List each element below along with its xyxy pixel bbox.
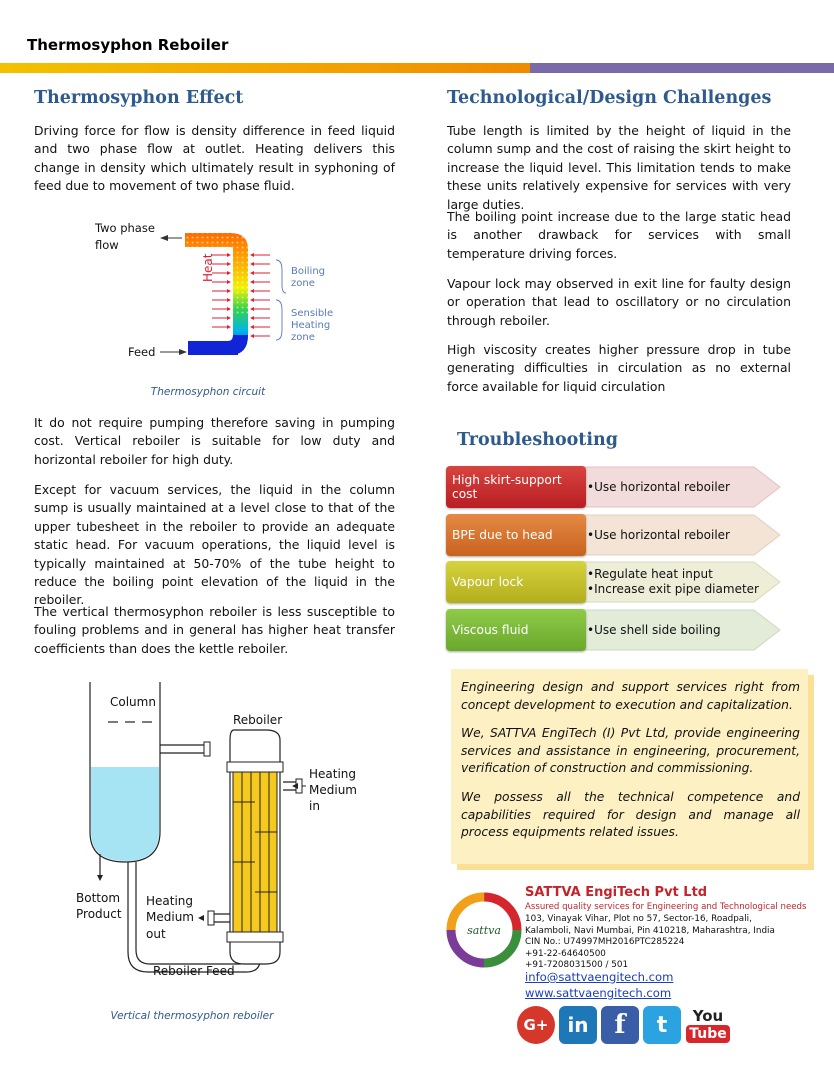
challenge-paragraph-2: The boiling point increase due to the large static head is another drawback for services with small temperature driving forces. bbox=[447, 209, 791, 261]
website-link[interactable]: www.sattvaengitech.com bbox=[525, 986, 672, 1000]
facebook-icon[interactable]: f bbox=[601, 1006, 639, 1044]
flow-label: flow bbox=[95, 238, 119, 252]
vertical-reboiler-figure bbox=[70, 682, 370, 987]
address-line: 103, Vinayak Vihar, Plot no 57, Sector-16, Roadpali, bbox=[525, 914, 752, 924]
solution-line: •Increase exit pipe diameter bbox=[587, 582, 759, 596]
column-label: Column bbox=[110, 695, 156, 709]
solution-text bbox=[587, 512, 730, 558]
problem-label: BPE due to head bbox=[446, 514, 586, 556]
troubleshooting-row bbox=[446, 512, 782, 558]
sattva-logo-icon bbox=[442, 890, 522, 970]
linkedin-icon[interactable]: in bbox=[559, 1006, 597, 1044]
vertical-reboiler-caption: Vertical thermosyphon reboiler bbox=[110, 1010, 274, 1022]
problem-label: Vapour lock bbox=[446, 561, 586, 603]
cin-number: CIN No.: U74997MH2016PTC285224 bbox=[525, 937, 685, 947]
product-label: Product bbox=[76, 907, 122, 921]
thermosyphon-circuit-caption: Thermosyphon circuit bbox=[150, 386, 266, 398]
heating-label: Heating bbox=[291, 320, 331, 331]
solution-line: •Regulate heat input bbox=[587, 567, 713, 581]
boiling-label: Boiling bbox=[291, 266, 325, 277]
thermosyphon-circuit-figure bbox=[90, 215, 350, 365]
troubleshooting-row bbox=[446, 607, 782, 653]
feed-label: Feed bbox=[128, 345, 156, 359]
thermosyphon-effect-heading: Thermosyphon Effect bbox=[34, 88, 244, 108]
troubleshooting-row bbox=[446, 464, 782, 510]
reboiler-label: Reboiler bbox=[233, 713, 283, 727]
liquid-level-paragraph: Except for vacuum services, the liquid in the column sump is usually maintained at a level close to that of the upper tubesheet in the reboiler to provide an adequate static head. For vacuum operations, the liquid level is typically maintained at 50-70% of the tube height to reduce the boiling point elevation of the liquid in the reboiler. bbox=[34, 482, 395, 608]
two-phase-label: Two phase bbox=[95, 221, 155, 235]
heating-in-label: Heating bbox=[309, 767, 357, 781]
solution-line: •Use shell side boiling bbox=[587, 622, 721, 637]
solution-text bbox=[587, 607, 721, 653]
solution-line: •Use horizontal reboiler bbox=[587, 479, 730, 494]
medium-out-label: Medium bbox=[146, 910, 194, 924]
company-tagline: Assured quality services for Engineering and Technological needs bbox=[525, 902, 807, 912]
in-label: in bbox=[309, 799, 320, 813]
info-paragraph: We possess all the technical competence and capabilities required for design and manage all process equipments related issues. bbox=[461, 789, 800, 840]
problem-label: High skirt-support cost bbox=[446, 466, 586, 508]
bottom-label: Bottom bbox=[76, 891, 121, 905]
address-line: Kalamboli, Navi Mumbai, Pin 410218, Maharashtra, India bbox=[525, 926, 775, 936]
company-name: SATTVA EngiTech Pvt Ltd bbox=[525, 885, 708, 900]
pumping-paragraph: It do not require pumping therefore saving in pumping cost. Vertical reboiler is suitable for low duty and horizontal reboiler for high duty. bbox=[34, 415, 395, 467]
boiling-zone-label: zone bbox=[291, 278, 315, 289]
title-bar bbox=[0, 63, 834, 73]
twitter-icon[interactable]: t bbox=[643, 1006, 681, 1044]
challenge-paragraph-4: High viscosity creates higher pressure drop in tube generating difficulties in circulation as no external force available for liquid circulation bbox=[447, 342, 791, 394]
design-challenges-heading: Technological/Design Challenges bbox=[447, 88, 772, 108]
challenge-paragraph-1: Tube length is limited by the height of liquid in the column sump and the cost of raising the skirt height to increase the liquid level. This limitation tends to make these units relatively expensive for services with very large duties. bbox=[447, 123, 791, 212]
fouling-paragraph: The vertical thermosyphon reboiler is less susceptible to fouling problems and in general has higher heat transfer coefficients than does the kettle reboiler. bbox=[34, 604, 395, 656]
troubleshooting-heading: Troubleshooting bbox=[457, 430, 618, 450]
solution-text bbox=[587, 464, 730, 510]
sensible-zone-label: zone bbox=[291, 332, 315, 343]
heat-label: Heat bbox=[201, 253, 215, 282]
services-info-box bbox=[451, 669, 808, 864]
heating-out-label: Heating bbox=[146, 894, 194, 908]
solution-text bbox=[587, 559, 759, 605]
troubleshooting-row bbox=[446, 559, 782, 605]
info-paragraph: Engineering design and support services right from concept development to execution and capitalization. bbox=[461, 680, 800, 712]
logo-text: sattva bbox=[467, 924, 501, 937]
medium-in-label: Medium bbox=[309, 783, 357, 797]
intro-paragraph: Driving force for flow is density difference in feed liquid and two phase flow at outlet. Heating delivers this change in density which ultimately result in syphoning of feed due to movement of two phase fluid. bbox=[34, 123, 395, 194]
page-title: Thermosyphon Reboiler bbox=[27, 36, 229, 54]
reboiler-feed-label: Reboiler Feed bbox=[153, 964, 235, 978]
youtube-icon[interactable]: You Tube bbox=[688, 1004, 728, 1046]
sensible-label: Sensible bbox=[291, 308, 334, 319]
phone-number: +91-7208031500 / 501 bbox=[525, 960, 629, 970]
google-plus-icon[interactable]: G+ bbox=[517, 1006, 555, 1044]
email-link[interactable]: info@sattvaengitech.com bbox=[525, 970, 674, 984]
out-label: out bbox=[146, 927, 166, 941]
info-paragraph: We, SATTVA EngiTech (I) Pvt Ltd, provide engineering services and assistance in engineering, procurement, verification of construction and commissioning. bbox=[461, 726, 800, 776]
solution-line: •Use horizontal reboiler bbox=[587, 527, 730, 542]
challenge-paragraph-3: Vapour lock may observed in exit line for faulty design or operation that lead to oscillatory or no circulation through reboiler. bbox=[447, 276, 791, 328]
problem-label: Viscous fluid bbox=[446, 609, 586, 651]
phone-number: +91-22-64640500 bbox=[525, 949, 606, 959]
